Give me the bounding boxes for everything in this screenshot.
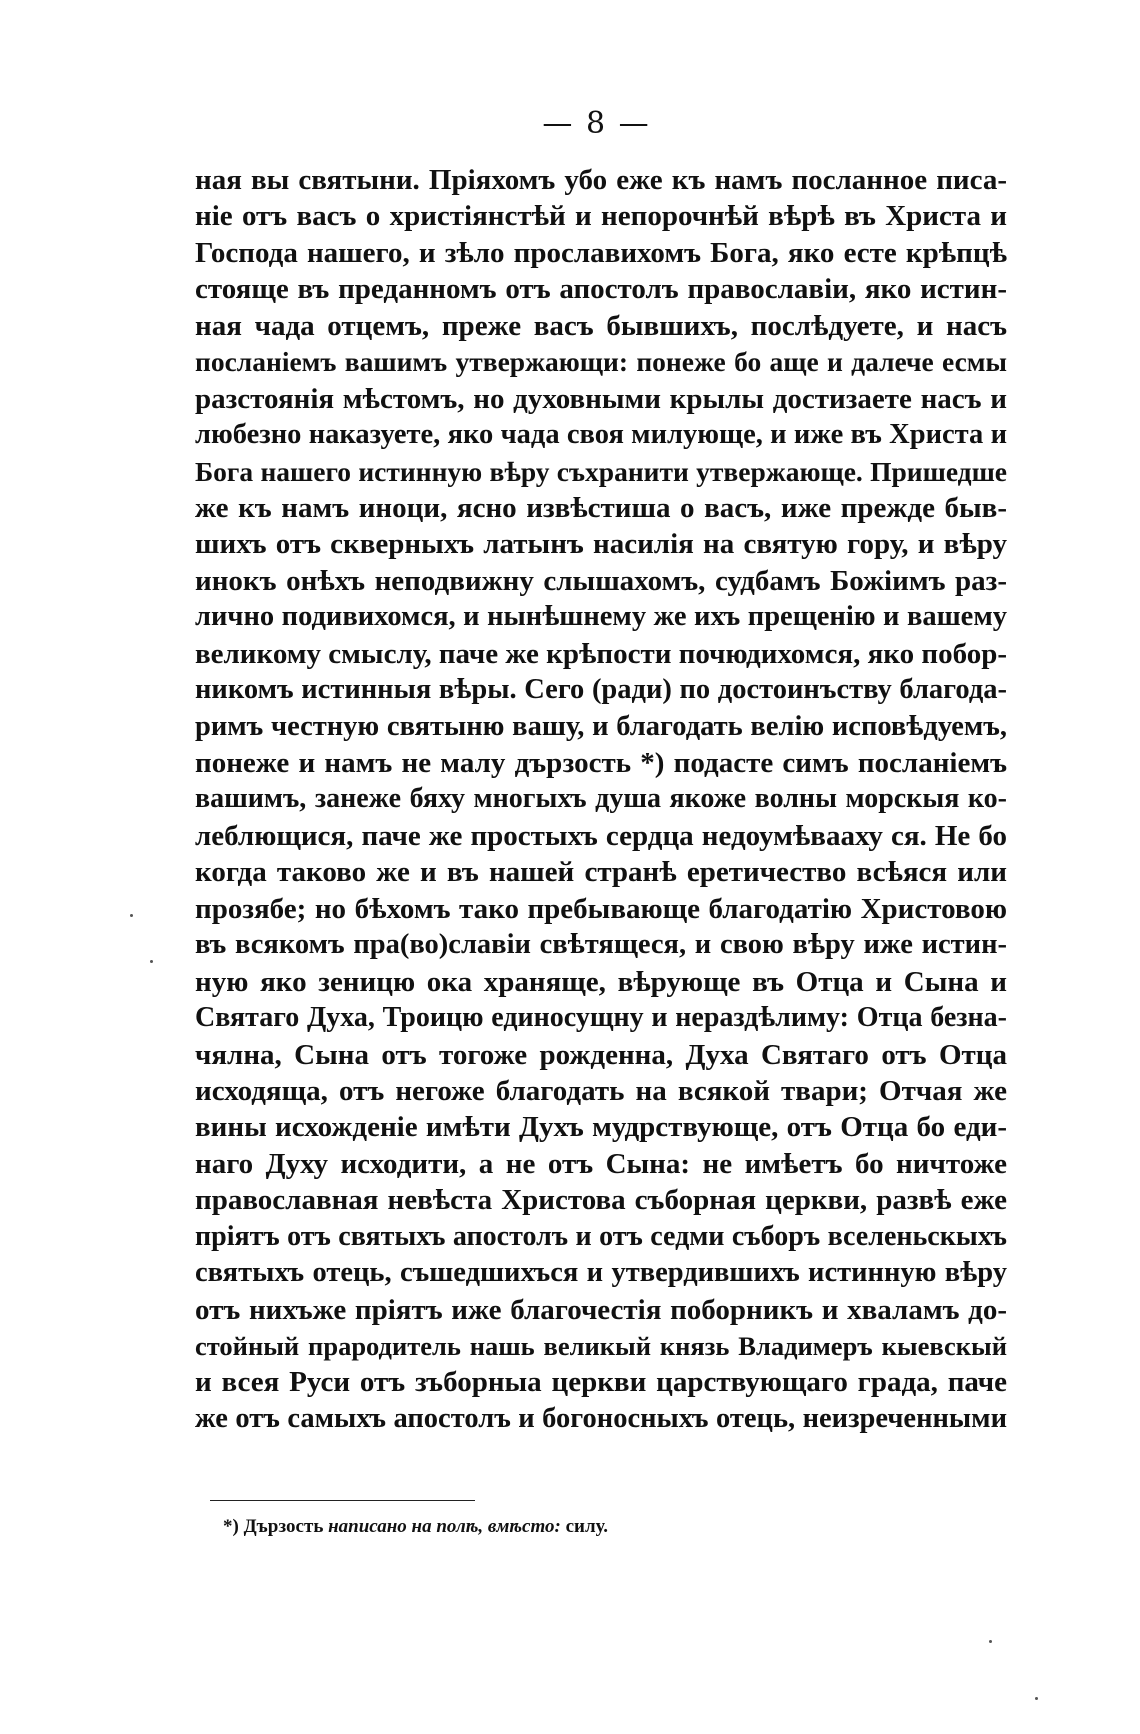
scan-speck (130, 914, 133, 917)
text-line: леблющися, паче же простыхъ сердца недоумѣвааху ся. Не бо (195, 819, 1007, 852)
text-line: Бога нашего истинную вѣру съхранити утвержающе. Пришедше (195, 455, 1007, 487)
text-line: шихъ отъ скверныхъ латынъ насилія на святую гору, и вѣру (195, 528, 1007, 561)
text-line: вашимъ, занеже бяху многыхъ душа якоже волны морскыя ко- (195, 783, 1007, 815)
text-line: православная невѣста Христова съборная церкви, развѣ еже (195, 1184, 1007, 1217)
text-line: Господа нашего, и зѣло прославихомъ Бога, яко есте крѣпцѣ (195, 236, 1007, 269)
page-number: — 8 — (542, 106, 651, 141)
text-line: никомъ истинныя вѣры. Сего (ради) по достоинъству благода- (195, 674, 1007, 706)
text-line: любезно наказуете, яко чада своя милующе, и иже въ Христа и (195, 419, 1007, 451)
text-line: ніе отъ васъ о христіянстѣй и непорочнѣй вѣрѣ въ Христа и (195, 200, 1007, 233)
scan-speck (150, 960, 153, 963)
text-line: Святаго Духа, Троицю единосущну и нераздѣлиму: Отца безна- (195, 1002, 1007, 1034)
text-line: и всея Руси отъ зъборныа церкви царствующаго града, паче (195, 1366, 1007, 1399)
text-line: ную яко зеницю ока хранящe, вѣрующе въ Отца и Сына и (195, 965, 1007, 998)
text-line: же къ намъ иноци, ясно извѣстиша о васъ, иже прежде быв- (195, 491, 1007, 524)
body-text (195, 162, 1007, 1437)
text-line: стойный прародитель нашь великый князь Владимеръ кыевскый (195, 1331, 1007, 1361)
text-line: исходяща, отъ негоже благодать на всякой твари; Отчая же (195, 1074, 1007, 1107)
text-line: пріятъ отъ святыхъ апостолъ и отъ седми съборъ вселеньскыхъ (195, 1220, 1007, 1252)
text-line: вины исхожденіе имѣти Духъ мудрствующе, отъ Отца бо еди- (195, 1111, 1007, 1144)
footnote-word: Дързость (243, 1516, 324, 1537)
text-line: лично подивихомся, и нынѣшнему же ихъ прещенію и вашему (195, 601, 1007, 633)
text-line: въ всякомъ пра(во)славіи свѣтящеся, и свою вѣру иже истин- (195, 929, 1007, 961)
text-line: прозябе; но бѣхомъ тако пребывающе благодатію Христовою (195, 892, 1007, 925)
footnote (223, 1516, 608, 1538)
scan-speck (989, 1640, 992, 1643)
text-line: ная вы святыни. Пріяхомъ убо еже къ намъ посланное писа- (195, 164, 1007, 196)
scan-speck (1035, 1697, 1038, 1700)
text-line: разстоянія мѣстомъ, но духовными крылы достизаете насъ и (195, 382, 1007, 415)
text-line: когда таково же и въ нашей странѣ еретичество всѣяся или (195, 856, 1007, 889)
text-line: великому смыслу, паче же крѣпости почюдихомся, яко побор- (195, 637, 1007, 670)
text-line: же отъ самыхъ апостолъ и богоносныхъ отець, неизреченными (195, 1402, 1007, 1434)
text-line: римъ честную святыню вашу, и благодать велію исповѣдуемъ, (195, 710, 1007, 742)
footnote-divider (210, 1500, 475, 1501)
text-line: посланіемъ вашимъ утвержающи: понеже бо аще и далече есмы (195, 346, 1007, 378)
footnote-marker: *) (223, 1516, 239, 1537)
footnote-replacement: силу. (565, 1516, 608, 1537)
text-line: стояще въ преданномъ отъ апостолъ православіи, яко истин- (195, 273, 1007, 306)
text-line: святыхъ отець, съшедшихъся и утвердившихъ истинную вѣру (195, 1257, 1007, 1289)
text-line: инокъ онѣхъ неподвижну слышахомъ, судбамъ Божіимъ раз- (195, 564, 1007, 597)
footnote-note: написано на полѣ, вмѣсто: (328, 1516, 561, 1537)
text-line: отъ нихъже пріятъ иже благочестія поборникъ и хваламъ до- (195, 1293, 1007, 1326)
text-line: понеже и намъ не малу дързость *) подасте симъ посланіемъ (195, 747, 1007, 779)
text-line: наго Духу исходити, а не отъ Сына: не имѣетъ бо ничтоже (195, 1147, 1007, 1180)
text-line: ная чада отцемъ, преже васъ бывшихъ, послѣдуете, и насъ (195, 309, 1007, 342)
text-line: чялна, Сына отъ тогоже рожденна, Духа Святаго отъ Отца (195, 1038, 1007, 1071)
